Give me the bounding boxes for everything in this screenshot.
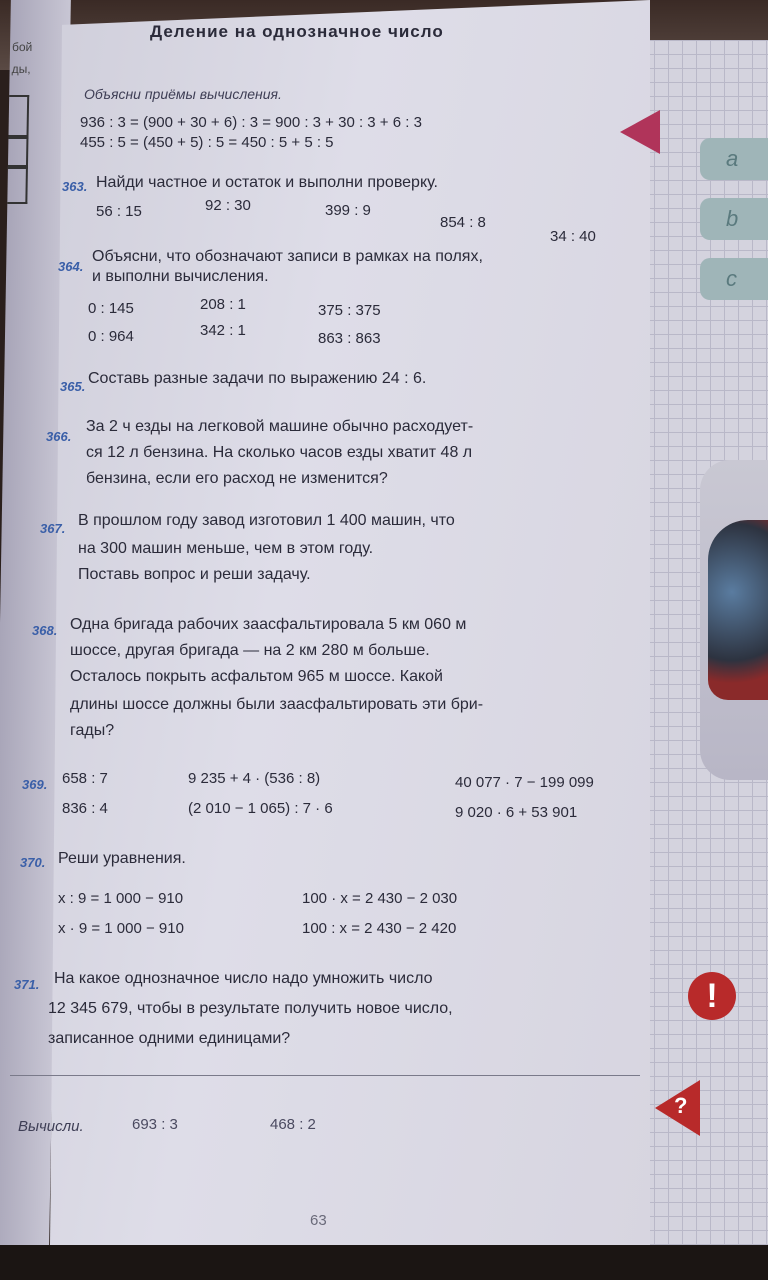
ex364-c2-1: 208 : 1 bbox=[200, 296, 246, 313]
ex371-line-1: На какое однозначное число надо умножить число bbox=[54, 970, 433, 987]
exercise-number: 371. bbox=[14, 977, 40, 992]
ex363-expr-4: 854 : 8 bbox=[440, 214, 486, 231]
ex364-c3-2: 863 : 863 bbox=[318, 330, 381, 347]
left-fragment-2: ды, bbox=[11, 62, 31, 76]
left-fragment-1: бой bbox=[11, 40, 33, 54]
left-box-3 bbox=[7, 165, 28, 204]
exercise-number: 367. bbox=[40, 521, 66, 536]
ex368-line-1: Одна бригада рабочих заасфальтировала 5 км 060 м bbox=[70, 616, 467, 633]
page-title: Деление на однозначное число bbox=[150, 22, 444, 41]
ex370-c1-2: x · 9 = 1 000 − 910 bbox=[58, 920, 184, 937]
question-icon: ? bbox=[674, 1093, 688, 1118]
exercise-number: 369. bbox=[22, 777, 48, 792]
ex367-line-3: Поставь вопрос и реши задачу. bbox=[78, 566, 311, 583]
ex369-c1-1: 658 : 7 bbox=[62, 770, 108, 787]
ex369-c1-2: 836 : 4 bbox=[62, 800, 108, 817]
explain-line-2: 455 : 5 = (450 + 5) : 5 = 450 : 5 + 5 : 5 bbox=[80, 134, 334, 151]
section-marker-triangle bbox=[620, 110, 660, 154]
ex364-line-1: Объясни, что обозначают записи в рамках на полях, bbox=[92, 248, 483, 265]
ex369-c3-1: 40 077 · 7 − 199 099 bbox=[455, 774, 594, 791]
ex363-expr-2: 92 : 30 bbox=[205, 197, 251, 214]
margin-tab-a: a bbox=[700, 138, 768, 180]
ex368-line-4: длины шоссе должны были заасфальтировать эти бри- bbox=[70, 696, 484, 713]
background-bottom bbox=[0, 1245, 768, 1280]
exercise-number: 368. bbox=[32, 623, 58, 638]
ex364-c1-1: 0 : 145 bbox=[88, 300, 134, 317]
exercise-number: 366. bbox=[46, 429, 72, 444]
ex367-line-1: В прошлом году завод изготовил 1 400 машин, что bbox=[78, 512, 455, 529]
exercise-number: 364. bbox=[58, 259, 84, 274]
ex363-expr-5: 34 : 40 bbox=[550, 228, 596, 245]
compute-expr-2: 468 : 2 bbox=[270, 1116, 316, 1133]
ex371-line-3: записанное одними единицами? bbox=[48, 1030, 291, 1047]
ex364-c3-1: 375 : 375 bbox=[318, 302, 381, 319]
explain-label: Объясни приёмы вычисления. bbox=[84, 86, 282, 102]
ex369-c3-2: 9 020 · 6 + 53 901 bbox=[455, 804, 578, 821]
left-box-1 bbox=[8, 95, 29, 139]
compute-expr-1: 693 : 3 bbox=[132, 1116, 178, 1133]
ex363-text: Найди частное и остаток и выполни проверку. bbox=[96, 174, 438, 191]
ex366-line-1: За 2 ч езды на легковой машине обычно расходует- bbox=[86, 418, 474, 435]
ex368-line-3: Осталось покрыть асфальтом 965 м шоссе. Какой bbox=[70, 668, 443, 685]
explain-line-1: 936 : 3 = (900 + 30 + 6) : 3 = 900 : 3 + 30 : 3 + 6 : 3 bbox=[80, 114, 422, 131]
ex369-c2-1: 9 235 + 4 · (536 : 8) bbox=[188, 770, 321, 787]
ex370-c2-2: 100 : x = 2 430 − 2 420 bbox=[302, 920, 457, 937]
exercise-number: 363. bbox=[62, 179, 88, 194]
margin-tab-b: b bbox=[700, 198, 768, 240]
page-number: 63 bbox=[310, 1212, 327, 1229]
ex363-expr-3: 399 : 9 bbox=[325, 202, 371, 219]
exclamation-icon: ! bbox=[688, 972, 736, 1020]
ex365-text: Составь разные задачи по выражению 24 : 6. bbox=[88, 370, 427, 387]
ex368-line-2: шоссе, другая бригада — на 2 км 280 м больше. bbox=[70, 642, 430, 659]
ex367-line-2: на 300 машин меньше, чем в этом году. bbox=[78, 540, 374, 557]
illustration-figure bbox=[708, 520, 768, 700]
compute-label: Вычисли. bbox=[18, 1118, 84, 1135]
ex369-c2-2: (2 010 − 1 065) : 7 · 6 bbox=[188, 800, 333, 817]
ex364-c1-2: 0 : 964 bbox=[88, 328, 134, 345]
left-box-2 bbox=[8, 135, 29, 169]
ex368-line-5: гады? bbox=[70, 722, 115, 739]
ex371-line-2: 12 345 679, чтобы в результате получить новое число, bbox=[48, 1000, 453, 1017]
exercise-number: 370. bbox=[20, 855, 46, 870]
ex364-c2-2: 342 : 1 bbox=[200, 322, 246, 339]
divider-line bbox=[10, 1075, 640, 1076]
ex366-line-3: бензина, если его расход не изменится? bbox=[86, 470, 388, 487]
ex370-c2-1: 100 · x = 2 430 − 2 030 bbox=[302, 890, 458, 907]
ex370-text: Реши уравнения. bbox=[58, 850, 186, 867]
ex364-line-2: и выполни вычисления. bbox=[92, 268, 269, 285]
ex363-expr-1: 56 : 15 bbox=[96, 203, 142, 220]
margin-tab-c: c bbox=[700, 258, 768, 300]
exercise-number: 365. bbox=[60, 379, 86, 394]
ex366-line-2: ся 12 л бензина. На сколько часов езды хватит 48 л bbox=[86, 444, 473, 461]
ex370-c1-1: x : 9 = 1 000 − 910 bbox=[58, 890, 184, 907]
